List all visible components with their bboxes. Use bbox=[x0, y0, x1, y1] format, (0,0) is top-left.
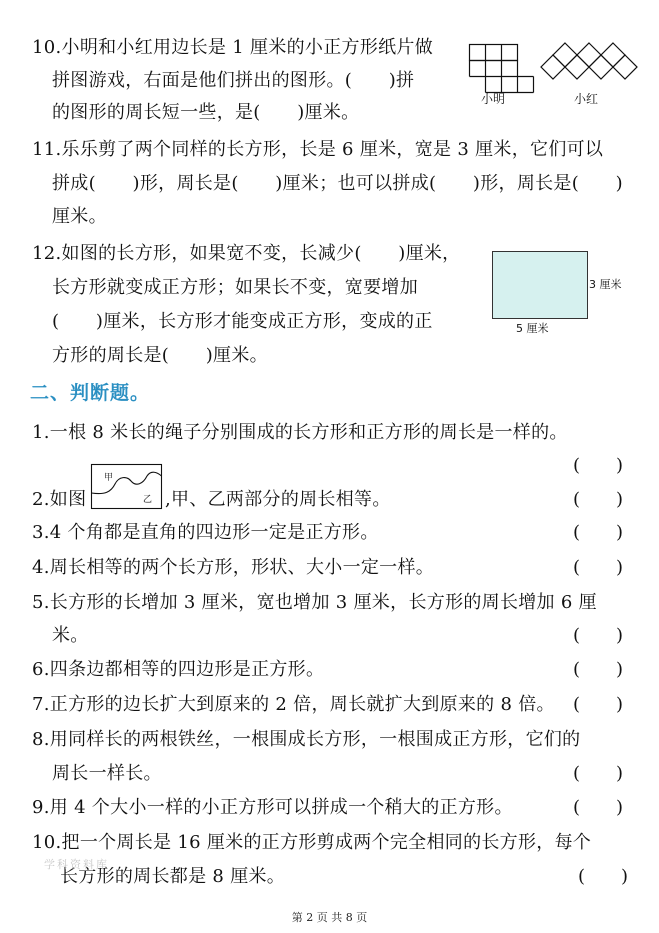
xiaoming-label: 小明 bbox=[481, 92, 506, 106]
q11-line1: 11.乐乐剪了两个同样的长方形，长是 6 厘米，宽是 3 厘米，它们可以 bbox=[32, 139, 604, 160]
q12-length-label: 5 厘米 bbox=[516, 322, 549, 335]
xiaohong-figure bbox=[543, 42, 635, 86]
judge-2-post: ,甲、乙两部分的周长相等。 bbox=[165, 489, 391, 510]
q12-line2: 长方形就变成正方形；如果长不变，宽要增加 bbox=[52, 277, 418, 298]
q12-line4: 方形的周长是( )厘米。 bbox=[52, 345, 268, 366]
watermark: 学科资料库 bbox=[44, 858, 109, 871]
judge-10-answer[interactable]: ( ) bbox=[578, 866, 629, 887]
page-footer: 第 2 页 共 8 页 bbox=[291, 911, 368, 924]
judge-9-answer[interactable]: ( ) bbox=[573, 797, 624, 818]
judge-5-line2: 米。 bbox=[52, 625, 89, 646]
section-title: 二、判断题。 bbox=[30, 382, 151, 404]
judge-1-answer[interactable]: ( ) bbox=[573, 455, 624, 476]
judge-3: 3.4 个角都是直角的四边形一定是正方形。 bbox=[32, 522, 379, 543]
q12-width-label: 3 厘米 bbox=[589, 278, 622, 291]
judge-3-answer[interactable]: ( ) bbox=[573, 522, 624, 543]
judge-2-answer[interactable]: ( ) bbox=[573, 489, 624, 510]
judge-10-line1: 10.把一个周长是 16 厘米的正方形剪成两个完全相同的长方形，每个 bbox=[32, 832, 592, 853]
judge-8-answer[interactable]: ( ) bbox=[573, 763, 624, 784]
xiaohong-label: 小红 bbox=[574, 92, 599, 106]
judge-5-line1: 5.长方形的长增加 3 厘米，宽也增加 3 厘米，长方形的周长增加 6 厘 bbox=[32, 592, 597, 613]
q10-line2: 拼图游戏，右面是他们拼出的图形。( )拼 bbox=[52, 70, 415, 91]
q10-line1: 10.小明和小红用边长是 1 厘米的小正方形纸片做 bbox=[32, 37, 434, 58]
judge-2-figure bbox=[91, 464, 163, 510]
judge-4-answer[interactable]: ( ) bbox=[573, 557, 624, 578]
judge-7: 7.正方形的边长扩大到原来的 2 倍，周长就扩大到原来的 8 倍。 bbox=[32, 694, 555, 715]
judge-10-line2: 长方形的周长都是 8 厘米。 bbox=[60, 866, 286, 887]
judge-1: 1.一根 8 米长的绳子分别围成的长方形和正方形的周长是一样的。 bbox=[32, 422, 568, 443]
judge-8-line2: 周长一样长。 bbox=[52, 763, 162, 784]
judge-7-answer[interactable]: ( ) bbox=[573, 694, 624, 715]
q12-rectangle bbox=[492, 251, 588, 319]
judge-4: 4.周长相等的两个长方形，形状、大小一定一样。 bbox=[32, 557, 435, 578]
judge-6: 6.四条边都相等的四边形是正方形。 bbox=[32, 659, 325, 680]
judge-5-answer[interactable]: ( ) bbox=[573, 625, 624, 646]
judge-6-answer[interactable]: ( ) bbox=[573, 659, 624, 680]
judge-8-line1: 8.用同样长的两根铁丝，一根围成长方形，一根围成正方形，它们的 bbox=[32, 729, 581, 750]
judge-2-label-a: 甲 bbox=[104, 473, 114, 483]
q12-line1: 12.如图的长方形，如果宽不变，长减少( )厘米， bbox=[32, 243, 461, 264]
q10-line3: 的图形的周长短一些，是( )厘米。 bbox=[52, 102, 360, 123]
xiaoming-figure bbox=[469, 44, 541, 92]
q12-line3: ( )厘米，长方形才能变成正方形，变成的正 bbox=[52, 311, 433, 332]
q11-line3: 厘米。 bbox=[52, 206, 107, 227]
judge-2-pre: 2.如图 bbox=[32, 489, 87, 510]
judge-9: 9.用 4 个大小一样的小正方形可以拼成一个稍大的正方形。 bbox=[32, 797, 513, 818]
q11-line2: 拼成( )形，周长是( )厘米；也可以拼成( )形，周长是( ) bbox=[52, 173, 623, 194]
judge-2-label-b: 乙 bbox=[143, 495, 153, 505]
